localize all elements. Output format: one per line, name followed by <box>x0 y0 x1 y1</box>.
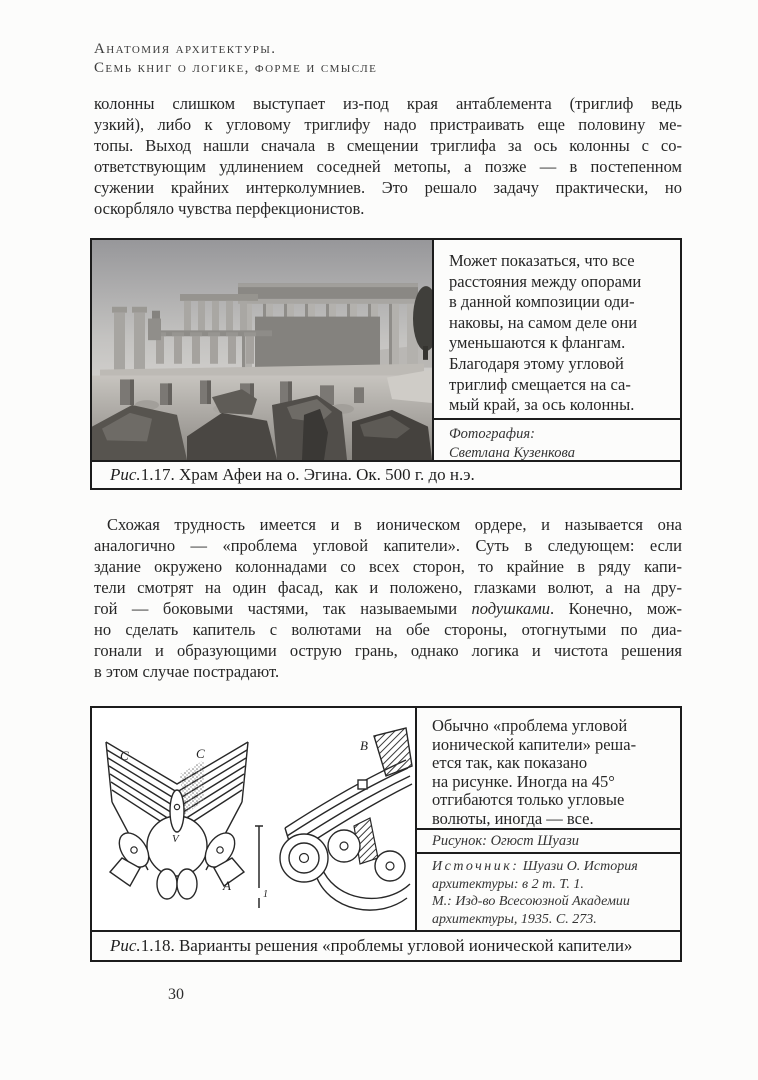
sidebar-line: мый край, за ось колонны. <box>449 395 635 415</box>
text-line: узкий), либо к угловому триглифу надо пристраивать еще половину ме- <box>94 115 682 134</box>
label-a: A <box>223 878 231 893</box>
figure-1-18-sidebar <box>415 708 680 930</box>
text-line-with-italic <box>94 598 682 619</box>
text-line: ответствующим удлинением соседней метопы, а позже — в постепенном <box>94 157 682 176</box>
capital-diagram-graphic <box>92 708 415 930</box>
temple-photo <box>92 240 432 460</box>
text-line: здание окружено колоннадами со всех сторон, то крайние в ряду капи- <box>94 557 682 576</box>
figure-1-18-caption <box>92 930 680 960</box>
text-line: аналогично — «проблема угловой капители». Суть в следующем: если <box>94 536 682 555</box>
label-c-left: C <box>120 748 129 763</box>
caption-label: Рис. <box>110 936 141 955</box>
source-reference <box>417 852 680 930</box>
figure-1-17 <box>90 238 682 490</box>
text-segment: гой — боковыми частями, так называемыми <box>94 599 472 618</box>
sidebar-line: волюты, иногда — все. <box>432 808 594 828</box>
sidebar-line: на рисунке. Иногда на 45° <box>432 771 615 791</box>
sidebar-note <box>417 708 680 828</box>
text-line: гонали и образующими острую грань, однако логика и чистота решения <box>94 641 682 660</box>
paragraph-2 <box>94 514 682 682</box>
text-line: но сделать капитель с волютами на обе стороны, отогнутыми по диа- <box>94 620 682 639</box>
caption-text: 1.18. Варианты решения «проблемы угловой ионической капители» <box>140 936 633 955</box>
sidebar-line: в данной композиции оди- <box>449 292 635 312</box>
sidebar-line: Благодаря этому угловой <box>449 353 624 373</box>
text-line: оскорбляло чувства перфекционистов. <box>94 199 365 218</box>
text-line: сужении крайних интерколумниев. Это решало задачу практически, но <box>94 178 682 197</box>
text-line: топы. Выход нашли сначала в смещении триглифа за ось колонны с со- <box>94 136 682 155</box>
page-number: 30 <box>168 986 184 1003</box>
sidebar-line: расстояния между опорами <box>449 271 642 291</box>
temple-photo-graphic <box>92 240 432 460</box>
sidebar-line: отгибаются только угловые <box>432 790 625 809</box>
drawing-credit <box>417 828 680 852</box>
photo-credit-name: Светлана Кузенкова <box>449 444 575 460</box>
figure-1-17-sidebar <box>432 240 680 460</box>
text-line: тели смотрят на один фасад, как и положено, глазками волют, а на дру- <box>94 578 682 597</box>
figure-1-17-caption <box>92 460 680 488</box>
source-text: Шуази О. История <box>519 859 638 874</box>
label-v: V <box>172 833 179 845</box>
running-head <box>94 40 377 78</box>
sidebar-line: ется так, как показано <box>432 753 588 772</box>
label-c-right: C <box>196 746 205 761</box>
caption-label: Рис. <box>110 465 141 484</box>
sidebar-line: ионической капители» реша- <box>432 734 637 754</box>
source-line: архитектуры: в 2 т. Т. 1. <box>432 876 584 892</box>
source-label: Источник: <box>432 859 520 874</box>
running-head-line2: Семь книг о логике, форме и смысле <box>94 60 378 76</box>
source-line: архитектуры, 1935. С. 273. <box>432 911 597 927</box>
drawing-credit-label: Рисунок: <box>432 833 487 849</box>
drawing-credit-name: Огюст Шуази <box>486 833 579 849</box>
text-line: колонны слишком выступает из-под края антаблемента (триглиф ведь <box>94 94 682 113</box>
capital-diagram <box>92 708 415 930</box>
sidebar-line: Обычно «проблема угловой <box>432 716 628 735</box>
source-line <box>432 858 665 876</box>
sidebar-note <box>434 240 680 418</box>
photo-credit <box>434 418 680 460</box>
text-segment: . Конечно, мож- <box>550 599 682 618</box>
sidebar-line: триглиф смещается на са- <box>449 374 631 394</box>
sidebar-line: уменьшаются к флангам. <box>449 333 626 353</box>
label-scale-1: 1 <box>263 889 268 900</box>
source-line: М.: Изд-во Всесоюзной Академии <box>432 894 630 909</box>
text-line: Схожая трудность имеется и в ионическом ордере, и называется она <box>107 515 682 534</box>
photo-credit-label: Фотография: <box>449 425 535 442</box>
italic-term: подушками <box>471 599 551 618</box>
sidebar-line: Может показаться, что все <box>449 251 635 270</box>
text-line: в этом случае пострадают. <box>94 662 280 681</box>
caption-text: 1.17. Храм Афеи на о. Эгина. Ок. 500 г. до н.э. <box>140 465 475 484</box>
label-b: B <box>360 738 368 753</box>
running-head-line1: Анатомия архитектуры. <box>94 41 277 57</box>
sidebar-line: наковы, на самом деле они <box>449 312 638 332</box>
paragraph-1 <box>94 93 682 219</box>
figure-1-18 <box>90 706 682 962</box>
